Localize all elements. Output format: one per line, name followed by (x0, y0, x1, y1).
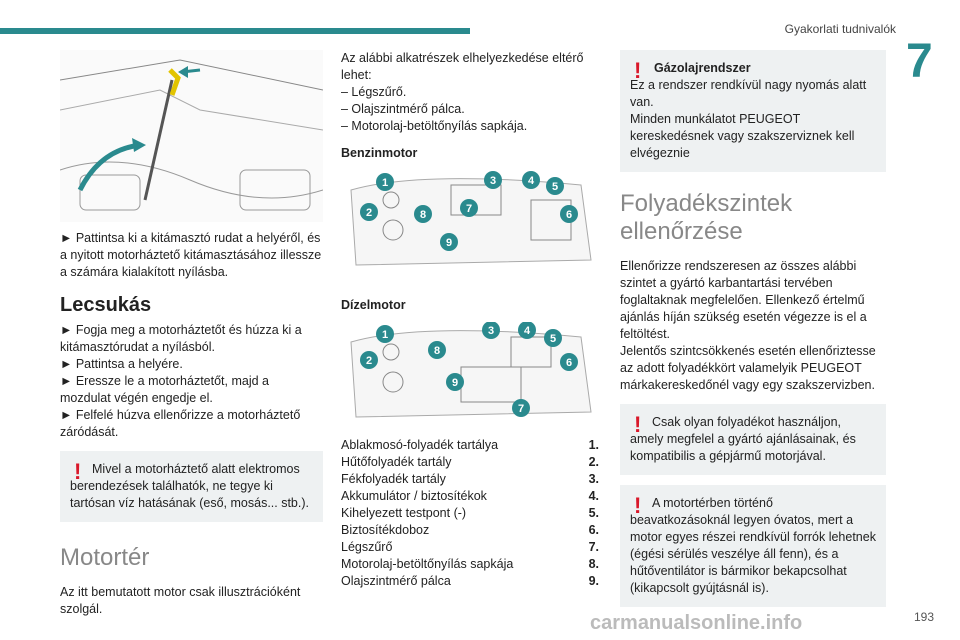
heading-fluid-levels: Folyadékszintek ellenőrzése (620, 190, 793, 245)
warning-icon: ! (74, 459, 82, 484)
svg-text:9: 9 (445, 237, 453, 249)
legend-row: Biztosítékdoboz 6. (341, 523, 599, 537)
strut-instruction: ► Pattintsa ki a kitámasztó rudat a helyéről, és a nyitott motorháztető kitámasztásához illessze a számára kialakított nyílásba. (60, 231, 322, 279)
close-step: ► Fogja meg a motorháztetőt és húzza ki a kitámasztórudat a nyílásból. (60, 323, 302, 354)
page-number: 193 (913, 610, 934, 624)
svg-text:2: 2 (365, 207, 373, 219)
legend-row: Akkumulátor / biztosítékok 4. (341, 489, 599, 503)
legend-row: Motorolaj-betöltőnyílás sapkája 8. (341, 557, 599, 571)
column-right (620, 50, 886, 617)
legend-row: Fékfolyadék tartály 3. (341, 472, 599, 486)
svg-text:4: 4 (527, 175, 535, 187)
legend-row: Olajszintmérő pálca 9. (341, 574, 599, 588)
parts-intro: Az alábbi alkatrészek elhelyezkedése eltérő lehet: (341, 51, 584, 82)
close-step: ► Eressze le a motorháztetőt, majd a mozdulat végén engedje el. (60, 374, 269, 405)
warning-box-diesel-system (620, 50, 886, 172)
svg-text:8: 8 (419, 209, 427, 221)
legend-row: Hűtőfolyadék tartály 2. (341, 455, 599, 469)
svg-text:6: 6 (565, 209, 573, 221)
svg-text:1: 1 (381, 329, 389, 341)
warning-box-fluid-type (620, 404, 886, 475)
engine-note: Az itt bemutatott motor csak illusztrációként szolgál. (60, 585, 301, 616)
warning-box-hot-engine (620, 485, 886, 607)
warning-title: Gázolajrendszer (654, 61, 751, 75)
svg-text:4: 4 (523, 325, 531, 337)
warning-text: Ez a rendszer rendkívül nagy nyomás alatt van. Minden munkálatot PEUGEOT kereskedésnek vagy szakszerviznek kell elvégeznie (630, 78, 867, 160)
close-steps (60, 322, 323, 441)
warning-box-electrical (60, 451, 323, 522)
svg-text:3: 3 (487, 325, 495, 337)
legend-row: Ablakmosó-folyadék tartálya 1. (341, 438, 599, 452)
parts-legend (341, 437, 599, 590)
chapter-number: 7 (906, 35, 933, 88)
close-step: ► Felfelé húzva ellenőrizze a motorháztető záródását. (60, 408, 301, 439)
svg-text:5: 5 (551, 181, 559, 193)
heading-diesel: Dízelmotor (341, 298, 406, 312)
heading-engine-bay: Motortér (60, 544, 150, 571)
warning-icon: ! (634, 493, 642, 518)
svg-text:2: 2 (365, 355, 373, 367)
heading-close: Lecsukás (60, 294, 152, 316)
heading-petrol: Benzinmotor (341, 146, 418, 160)
watermark: carmanualsonline.info (590, 612, 803, 634)
warning-icon: ! (634, 58, 642, 83)
variable-parts-list (341, 84, 599, 135)
diesel-engine-diagram (341, 322, 599, 422)
section-title: Gyakorlati tudnivalók (784, 22, 896, 36)
hood-strut-illustration (60, 50, 323, 222)
legend-row: Légszűrő 7. (341, 540, 599, 554)
warning-text: Mivel a motorháztető alatt elektromos berendezések találhatók, ne tegye ki tartósan víz hatásának (eső, mosás... stb.). (70, 462, 309, 510)
svg-text:9: 9 (451, 377, 459, 389)
svg-text:6: 6 (565, 357, 573, 369)
hood-strut-image (60, 50, 323, 222)
warning-text: Csak olyan folyadékot használjon, amely megfelel a gyártó ajánlásainak, és kompatibilis a gépjármű motorjával. (630, 415, 856, 463)
close-step: ► Pattintsa a helyére. (60, 357, 183, 371)
warning-icon: ! (634, 412, 642, 437)
list-item: – Motorolaj-betöltőnyílás sapkája. (341, 119, 528, 133)
fluid-paragraph: Ellenőrizze rendszeresen az összes alábbi szintet a gyártó karbantartási tervében foglaltaknak megfelelően. Ellenkező értelmű ajánlás híján szükség esetén végezze is el a feltöltést. Jelentős szintcsökkenés esetén ellenőriztesse az adott folyadékkört valamelyik PEUGEOT márkakereskedőnél vagy egy szakszervizben. (620, 259, 876, 392)
list-item: – Légszűrő. (341, 85, 407, 99)
svg-text:7: 7 (517, 403, 525, 415)
warning-text: A motortérben történő beavatkozásoknál legyen óvatos, mert a motor egyes részei rendkívül forrók lehetnek (égési sérülés veszélye áll fenn), és a hűtőventilátor is bármikor bekapcsolhat (kikapcsolt gyújtásnál is). (630, 496, 876, 595)
petrol-engine-diagram (341, 170, 599, 270)
legend-row: Kihelyezett testpont (-) 5. (341, 506, 599, 520)
list-item: – Olajszintmérő pálca. (341, 102, 465, 116)
svg-text:7: 7 (465, 203, 473, 215)
svg-text:3: 3 (489, 175, 497, 187)
svg-text:1: 1 (381, 177, 389, 189)
header-bar (0, 28, 470, 34)
column-middle (341, 50, 599, 590)
svg-text:5: 5 (549, 333, 557, 345)
svg-text:8: 8 (433, 345, 441, 357)
column-left (60, 50, 323, 626)
